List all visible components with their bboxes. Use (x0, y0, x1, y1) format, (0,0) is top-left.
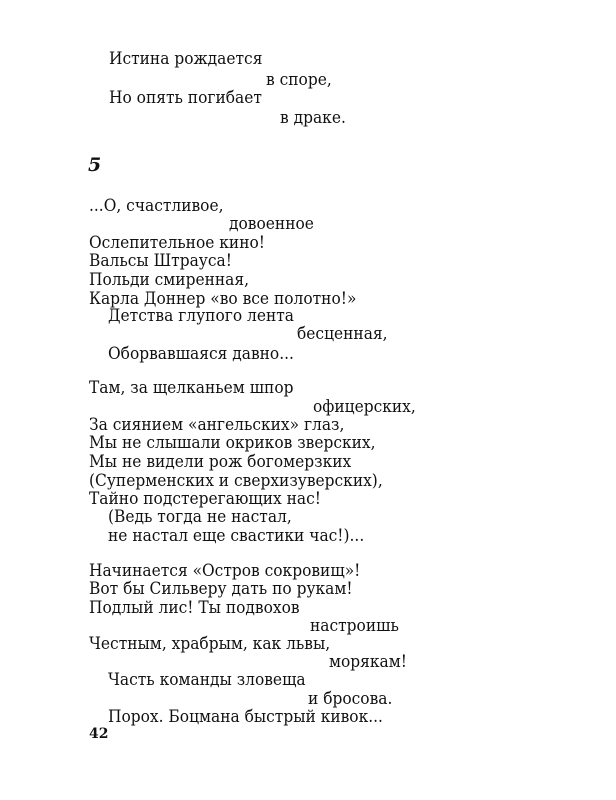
poem-line: Ослепительное кино! (89, 233, 266, 252)
poem-line: Мы не видели рож богомерзких (89, 452, 352, 471)
poem-line: Карла Доннер «во все полотно!» (89, 289, 357, 308)
poem-line: в драке. (280, 108, 346, 127)
poem-line: Польди смиренная, (89, 270, 250, 289)
poem-line: За сиянием «ангельских» глаз, (89, 415, 345, 434)
poem-line: офицерских, (313, 397, 416, 416)
poem-line: настроишь (310, 616, 399, 635)
poem-line: Часть команды зловеща (108, 670, 306, 689)
poem-line: морякам! (329, 652, 407, 671)
poem-line: Вальсы Штрауса! (89, 251, 232, 270)
page-number: 42 (89, 726, 109, 742)
poem-line: Честным, храбрым, как львы, (89, 634, 331, 653)
poem-line: Там, за щелканьем шпор (89, 378, 294, 397)
poem-line: ...О, счастливое, (89, 196, 224, 215)
poem-line: не настал еще свастики час!)... (108, 526, 365, 545)
poem-line: Истина рождается (109, 49, 263, 68)
poem-line: Мы не слышали окриков зверских, (89, 433, 376, 452)
poem-line: Тайно подстерегающих нас! (89, 489, 321, 508)
poem-line: и бросова. (308, 689, 393, 708)
poem-line: Оборвавшаяся давно... (108, 344, 294, 363)
poem-line: Порох. Боцмана быстрый кивок... (108, 707, 383, 726)
poem-line: Начинается «Остров сокровищ»! (89, 561, 361, 580)
poem-line: бесценная, (297, 324, 388, 343)
poem-line: Подлый лис! Ты подвохов (89, 598, 300, 617)
poem-line: довоенное (229, 214, 314, 233)
poem-line: в споре, (266, 70, 332, 89)
poem-line: (Суперменских и сверхизуверских), (89, 471, 383, 490)
poem-line: Но опять погибает (109, 88, 262, 107)
poem-line: (Ведь тогда не настал, (108, 507, 292, 526)
section-number: 5 (88, 154, 102, 176)
poem-line: Вот бы Сильверу дать по рукам! (89, 579, 353, 598)
poem-line: Детства глупого лента (108, 306, 294, 325)
